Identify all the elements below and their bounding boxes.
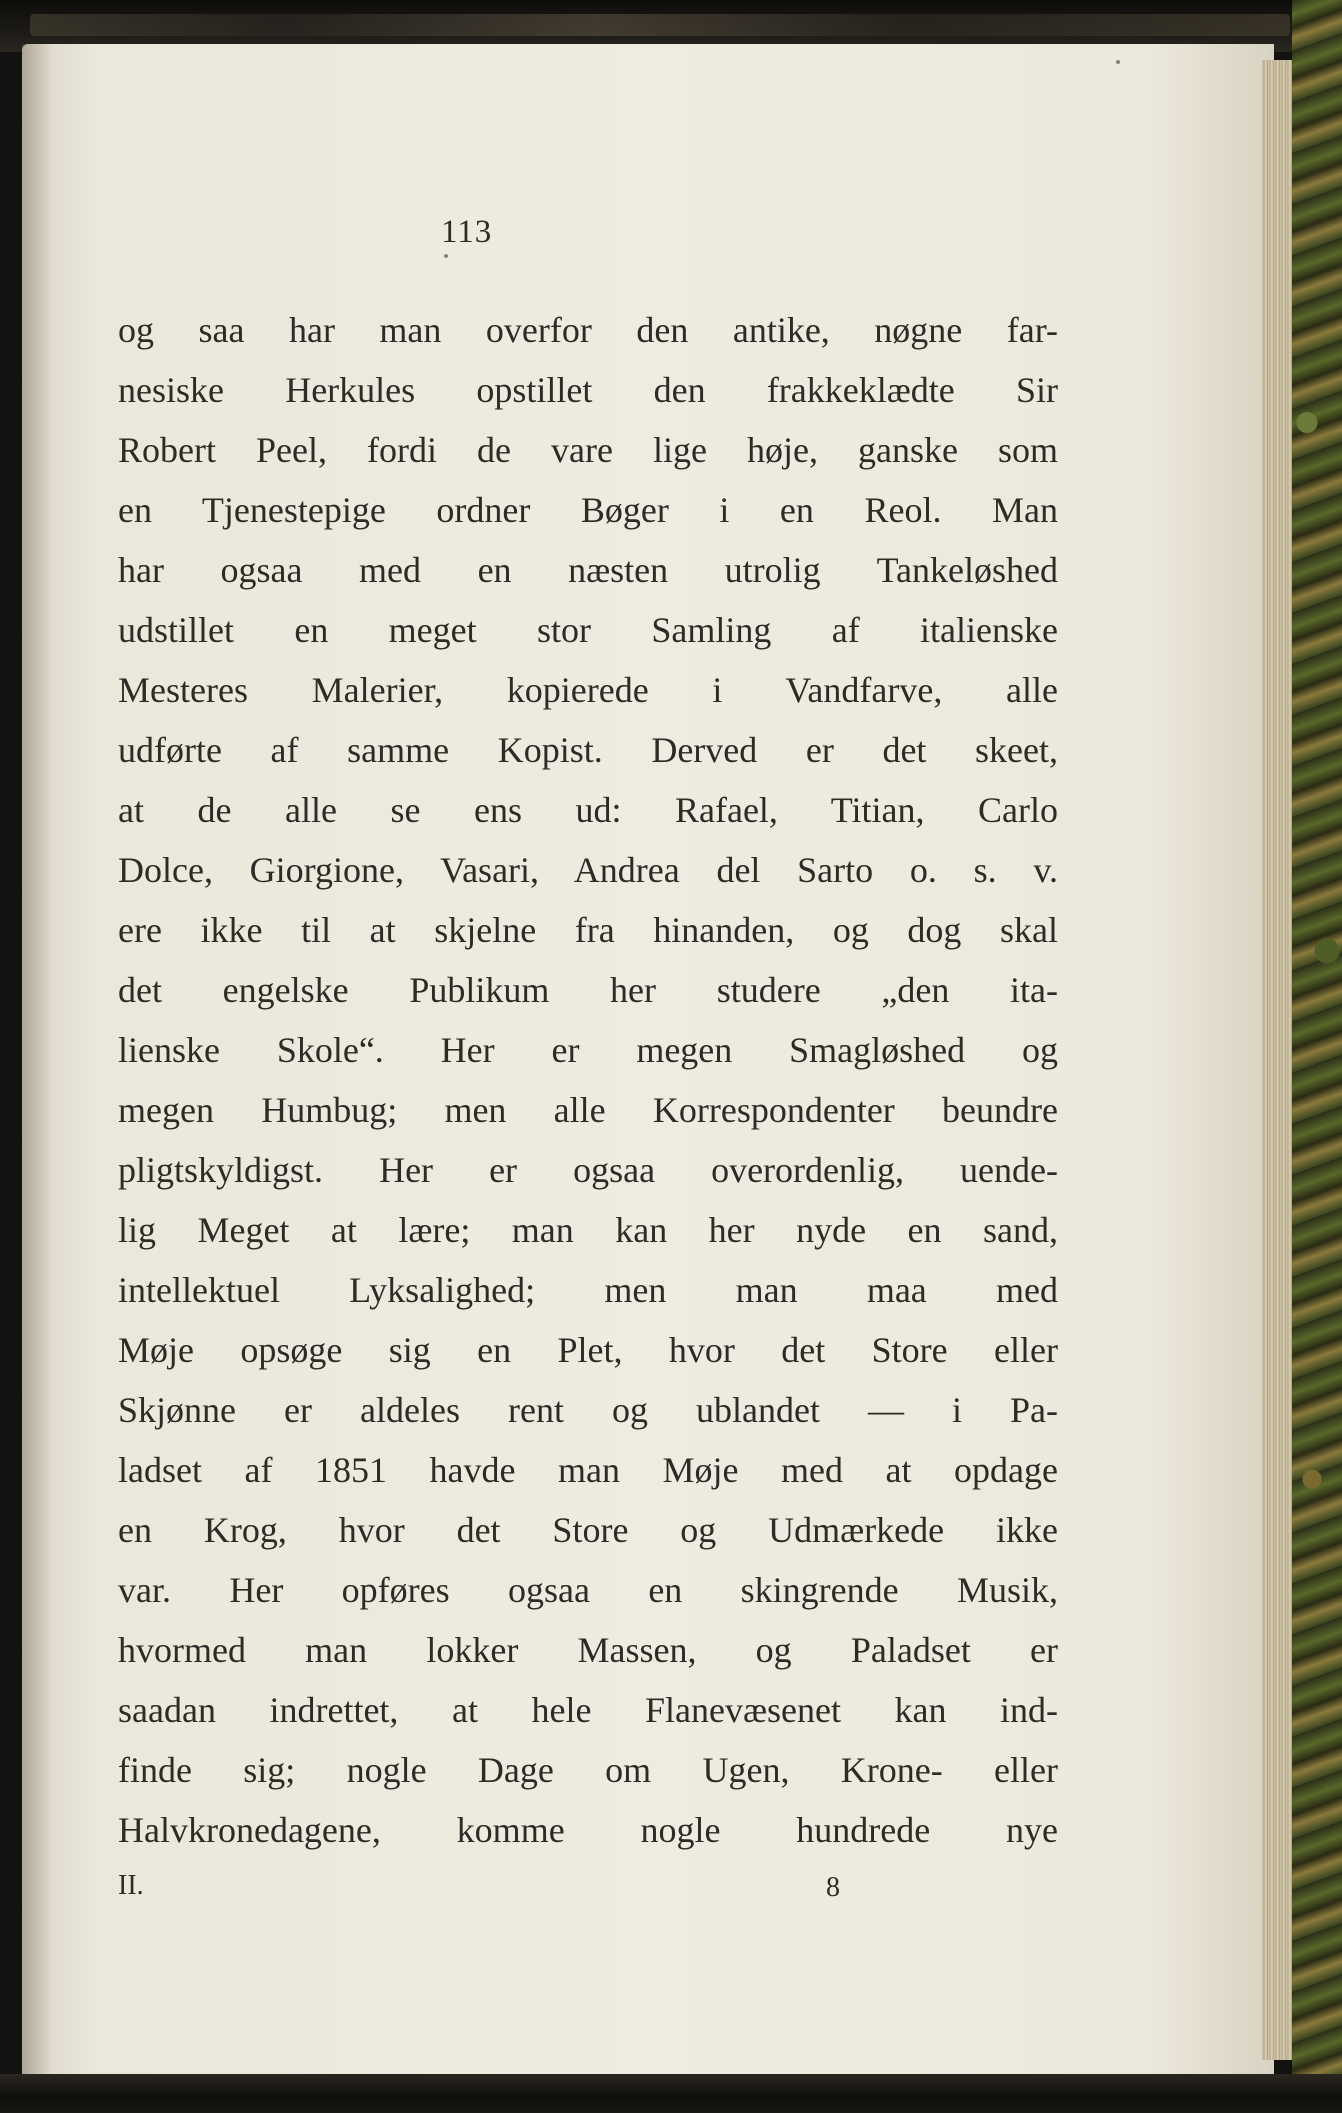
text-line: Skjønne er aldeles rent og ublandet — i Pa- xyxy=(118,1390,1058,1430)
text-line: lienske Skole“. Her er megen Smagløshed og xyxy=(118,1030,1058,1070)
text-line: Møje opsøge sig en Plet, hvor det Store eller xyxy=(118,1330,1058,1370)
text-line: at de alle se ens ud: Rafael, Titian, Carlo xyxy=(118,790,1058,830)
text-line: udstillet en meget stor Samling af italienske xyxy=(118,610,1058,650)
sheet-number: 8 xyxy=(826,1872,840,1903)
text-line: ladset af 1851 havde man Møje med at opdage xyxy=(118,1450,1058,1490)
text-line: Dolce, Giorgione, Vasari, Andrea del Sarto o. s. v. xyxy=(118,850,1058,890)
text-line: udførte af samme Kopist. Derved er det skeet, xyxy=(118,730,1058,770)
text-line: og saa har man overfor den antike, nøgne far- xyxy=(118,310,1058,350)
binding-wear xyxy=(30,14,1290,36)
bottom-binding-edge xyxy=(0,2074,1342,2113)
text-line: Mesteres Malerier, kopierede i Vandfarve, alle xyxy=(118,670,1058,710)
text-line: det engelske Publikum her studere „den ita- xyxy=(118,970,1058,1010)
paper-speck xyxy=(1116,60,1120,64)
text-line: hvormed man lokker Massen, og Paladset er xyxy=(118,1630,1058,1670)
paper-speck xyxy=(444,254,448,258)
text-line: intellektuel Lyksalighed; men man maa med xyxy=(118,1270,1058,1310)
text-line: Robert Peel, fordi de vare lige høje, ganske som xyxy=(118,430,1058,470)
text-line: nesiske Herkules opstillet den frakkeklædte Sir xyxy=(118,370,1058,410)
text-line: lig Meget at lære; man kan her nyde en sand, xyxy=(118,1210,1058,1250)
text-line: pligtskyldigst. Her er ogsaa overordenlig, uende- xyxy=(118,1150,1058,1190)
gutter-shadow xyxy=(22,44,52,2074)
page-number: 113 xyxy=(441,214,493,250)
text-line: en Tjenestepige ordner Bøger i en Reol. Man xyxy=(118,490,1058,530)
text-line: Halvkronedagene, komme nogle hundrede nye xyxy=(118,1810,1058,1850)
text-line: ere ikke til at skjelne fra hinanden, og dog skal xyxy=(118,910,1058,950)
text-line: megen Humbug; men alle Korrespondenter beundre xyxy=(118,1090,1058,1130)
marbled-cover-edge xyxy=(1292,0,1342,2113)
text-line: finde sig; nogle Dage om Ugen, Krone- eller xyxy=(118,1750,1058,1790)
text-line: en Krog, hvor det Store og Udmærkede ikke xyxy=(118,1510,1058,1550)
signature-mark: II. xyxy=(118,1870,144,1901)
text-line: har ogsaa med en næsten utrolig Tankeløshed xyxy=(118,550,1058,590)
page-edges xyxy=(1262,60,1292,2060)
text-line: var. Her opføres ogsaa en skingrende Musik, xyxy=(118,1570,1058,1610)
text-line: saadan indrettet, at hele Flanevæsenet kan ind- xyxy=(118,1690,1058,1730)
